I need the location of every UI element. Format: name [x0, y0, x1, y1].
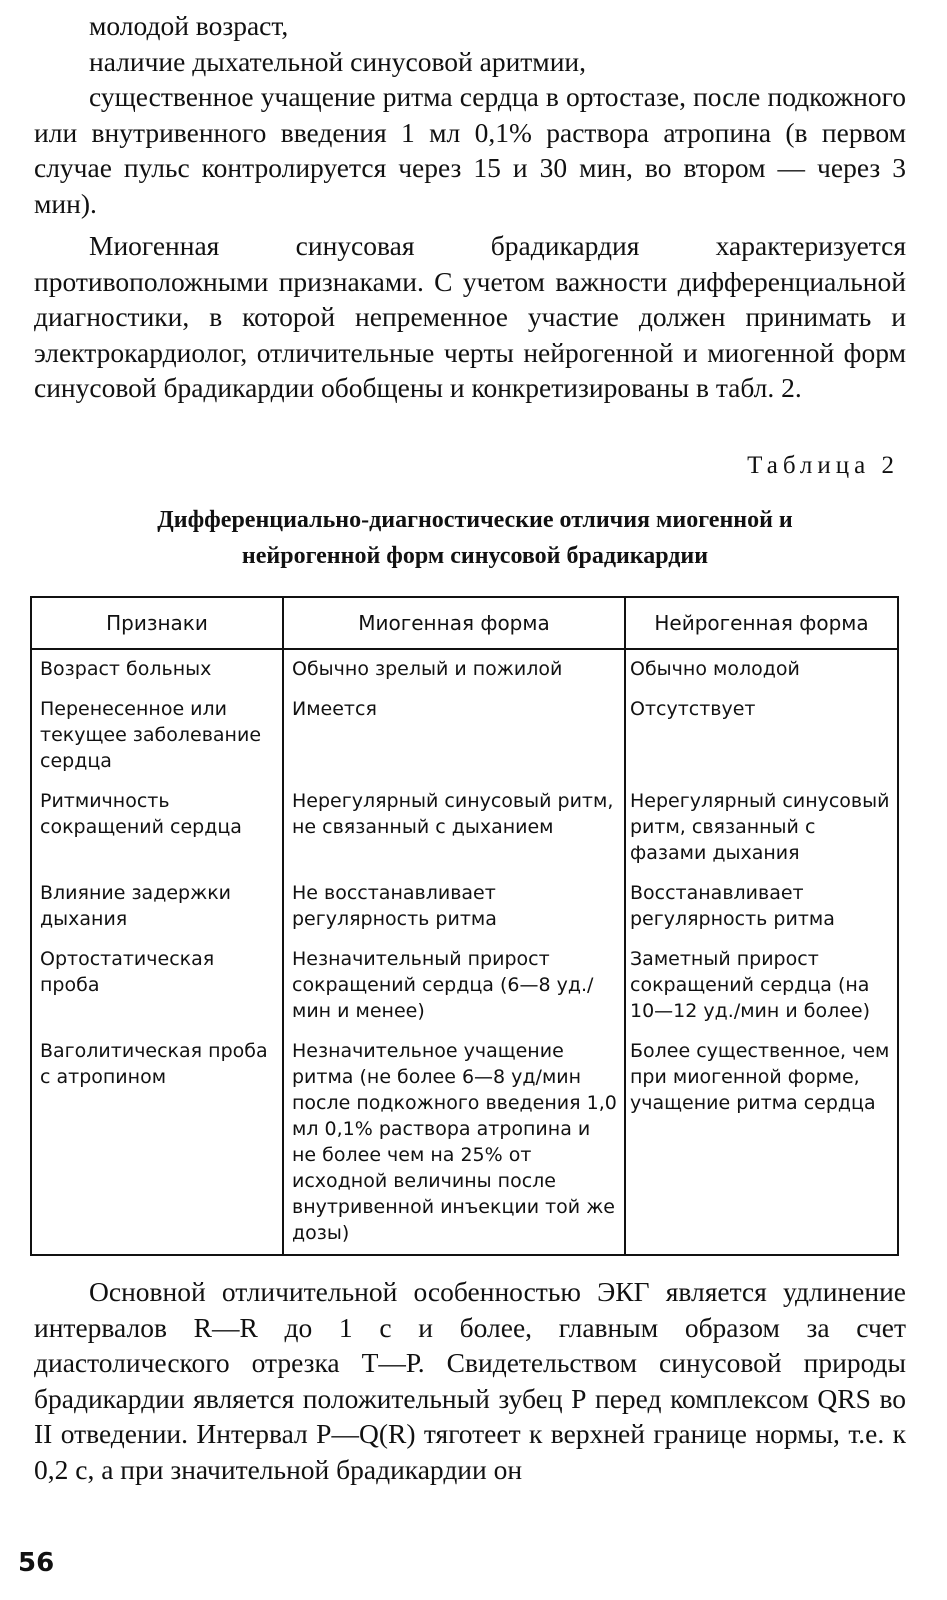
cell-sign: Перенесенное или текущее заболевание сердца — [31, 690, 283, 782]
intro-paragraph-atropine: существенное учащение ритма сердца в ортостазе, после подкожного или внутривенного введения 1 мл 0,1% раствора атропина (в первом случае пульс контролируется через 15 и 30 мин, во втором — через 3 мин). — [34, 81, 906, 219]
cell-miogenic: Обычно зрелый и пожилой — [283, 649, 625, 690]
cell-neurogenic: Отсутствует — [625, 690, 898, 782]
cell-neurogenic: Более существенное, чем при миогенной форме, учащение ритма сердца — [625, 1032, 898, 1255]
cell-sign: Возраст больных — [31, 649, 283, 690]
table-title — [60, 502, 890, 574]
cell-sign: Ритмичность сокращений сердца — [31, 782, 283, 874]
cell-neurogenic: Нерегулярный синусовый ритм, связанный с фазами дыхания — [625, 782, 898, 874]
intro-line-arrhythmia: наличие дыхательной синусовой аритмии, — [89, 45, 587, 77]
cell-miogenic: Не восстанавливает регулярность ритма — [283, 874, 625, 940]
paragraph-ekg-text: Основной отличительной особенностью ЭКГ является удлинение интервалов R—R до 1 с и более, главным образом за счет диастолического отрезка Т—Р. Свидетельством синусовой природы брадикардии является положительный зубец Р перед комплексом QRS во II отведении. Интервал P—Q(R) тяготеет к верхней границе нормы, т.е. к 0,2 с, а при значительной брадикардии он — [34, 1276, 906, 1485]
cell-miogenic: Незначительный прирост сокращений сердца (6—8 уд./мин и менее) — [283, 940, 625, 1032]
table-row — [31, 874, 898, 940]
diagnostic-table — [30, 596, 899, 1256]
cell-miogenic: Имеется — [283, 690, 625, 782]
cell-neurogenic: Восстанавливает регулярность ритма — [625, 874, 898, 940]
cell-miogenic: Незначительное учащение ритма (не более 6—8 уд/мин после подкожного введения 1,0 мл 0,1% раствора атропина и не более чем на 25% от исходной величины после внутривенной инъекции той же дозы) — [283, 1032, 625, 1255]
table-title-line-1: Дифференциально-диагностические отличия миогенной и — [157, 507, 793, 533]
table-title-line-2: нейрогенной форм синусовой брадикардии — [241, 543, 709, 569]
header-miogenic: Миогенная форма — [283, 597, 625, 649]
table-row — [31, 690, 898, 782]
table-label: Таблица 2 — [747, 452, 899, 479]
paragraph-ekg — [34, 1274, 906, 1487]
table-row — [31, 782, 898, 874]
header-neurogenic: Нейрогенная форма — [625, 597, 898, 649]
intro-block — [34, 8, 906, 221]
table-header-row — [31, 597, 898, 649]
page-number: 56 — [18, 1548, 55, 1578]
paragraph-miogenic-text: Миогенная синусовая брадикардия характеризуется противоположными признаками. С учетом важности дифференциальной диагностики, в которой непременное участие должен принимать и электрокардиолог, отличительные черты нейрогенной и миогенной форм синусовой брадикардии обобщены и конкретизированы в табл. 2. — [34, 230, 906, 403]
table-row — [31, 940, 898, 1032]
cell-sign: Ортостатическая проба — [31, 940, 283, 1032]
paragraph-miogenic — [34, 228, 906, 406]
cell-miogenic: Нерегулярный синусовый ритм, не связанный с дыханием — [283, 782, 625, 874]
intro-line-age: молодой возраст, — [89, 10, 289, 41]
header-signs: Признаки — [31, 597, 283, 649]
table-row — [31, 1032, 898, 1255]
cell-sign: Влияние задержки дыхания — [31, 874, 283, 940]
cell-neurogenic: Обычно молодой — [625, 649, 898, 690]
table-row — [31, 649, 898, 690]
cell-sign: Ваголитическая проба с атропином — [31, 1032, 283, 1255]
cell-neurogenic: Заметный прирост сокращений сердца (на 10—12 уд./мин и более) — [625, 940, 898, 1032]
